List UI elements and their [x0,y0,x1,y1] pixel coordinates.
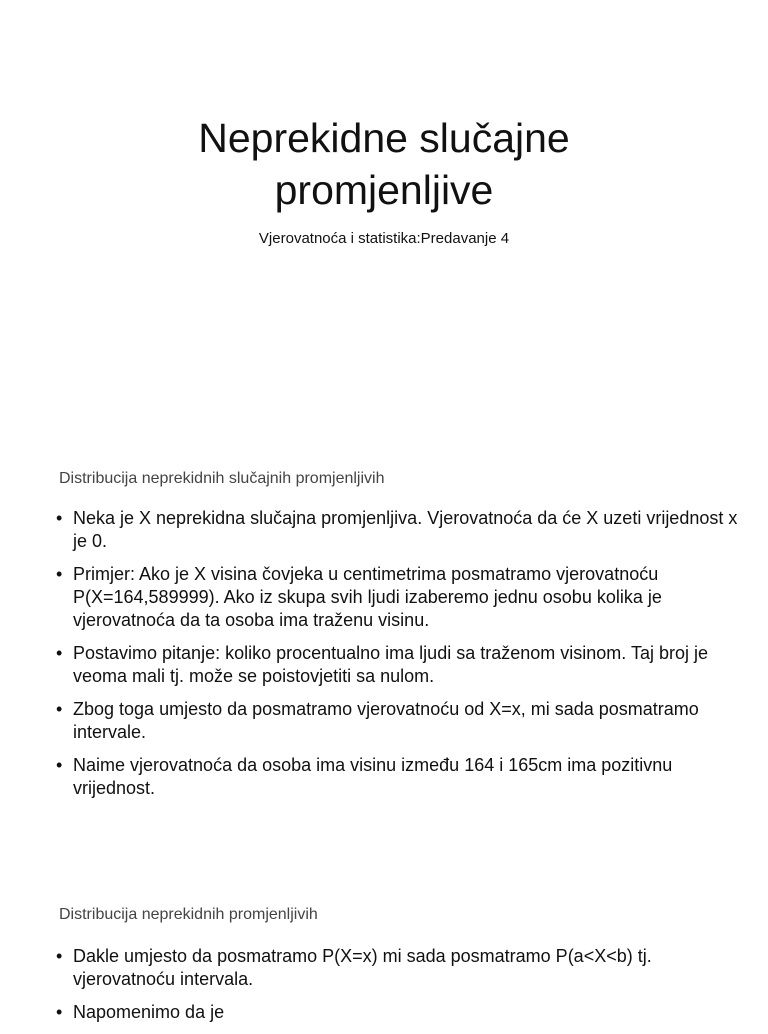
bullet-icon: • [56,755,63,775]
slide-distribution-continuous-random [0,445,768,875]
bullet-item [56,1001,746,1024]
bullet-icon: • [56,564,63,584]
bullet-text: Napomenimo da je [73,1002,225,1022]
presentation-subtitle: Vjerovatnoća i statistika:Predavanje 4 [258,230,510,247]
bullet-icon: • [56,699,63,719]
bullet-item [56,563,746,632]
bullet-item [56,698,746,744]
title-line-1: Neprekidne slučajne [198,115,570,161]
bullet-text: Primjer: Ako je X visina čovjeka u centimetrima posmatramo vjerovatnoću P(X=164,589999). Ako iz skupa svih ljudi izaberemo jednu osobu kolika je vjerovatnoća da ta osoba ima traženu visinu. [73,564,662,630]
bullet-item [56,945,746,991]
bullet-text: Zbog toga umjesto da posmatramo vjerovatnoću od X=x, mi sada posmatramo intervale. [73,699,699,742]
bullet-text: Naime vjerovatnoća da osoba ima visinu između 164 i 165cm ima pozitivnu vrijednost. [73,755,673,798]
slide-title [0,0,768,445]
bullet-text: Neka je X neprekidna slučajna promjenljiva. Vjerovatnoća da će X uzeti vrijednost x je 0. [73,508,738,551]
bullet-text: Postavimo pitanje: koliko procentualno ima ljudi sa traženom visinom. Taj broj je veoma mali tj. može se poistovjetiti sa nulom. [73,643,708,686]
slide-distribution-continuous [0,875,768,1024]
bullet-item [56,754,746,800]
bullet-icon: • [56,946,63,966]
bullet-text: Dakle umjesto da posmatramo P(X=x) mi sada posmatramo P(a<X<b) tj. vjerovatnoću intervala. [73,946,652,989]
bullet-item [56,507,746,553]
slide-heading: Distribucija neprekidnih slučajnih promjenljivih [59,470,385,487]
slide-heading: Distribucija neprekidnih promjenljivih [59,906,318,923]
bullet-icon: • [56,643,63,663]
bullet-list [56,507,746,810]
bullet-list [56,945,746,1034]
title-line-2: promjenljive [274,167,494,213]
bullet-icon: • [56,508,63,528]
bullet-item [56,642,746,688]
presentation-title [0,112,768,216]
bullet-icon: • [56,1002,63,1022]
